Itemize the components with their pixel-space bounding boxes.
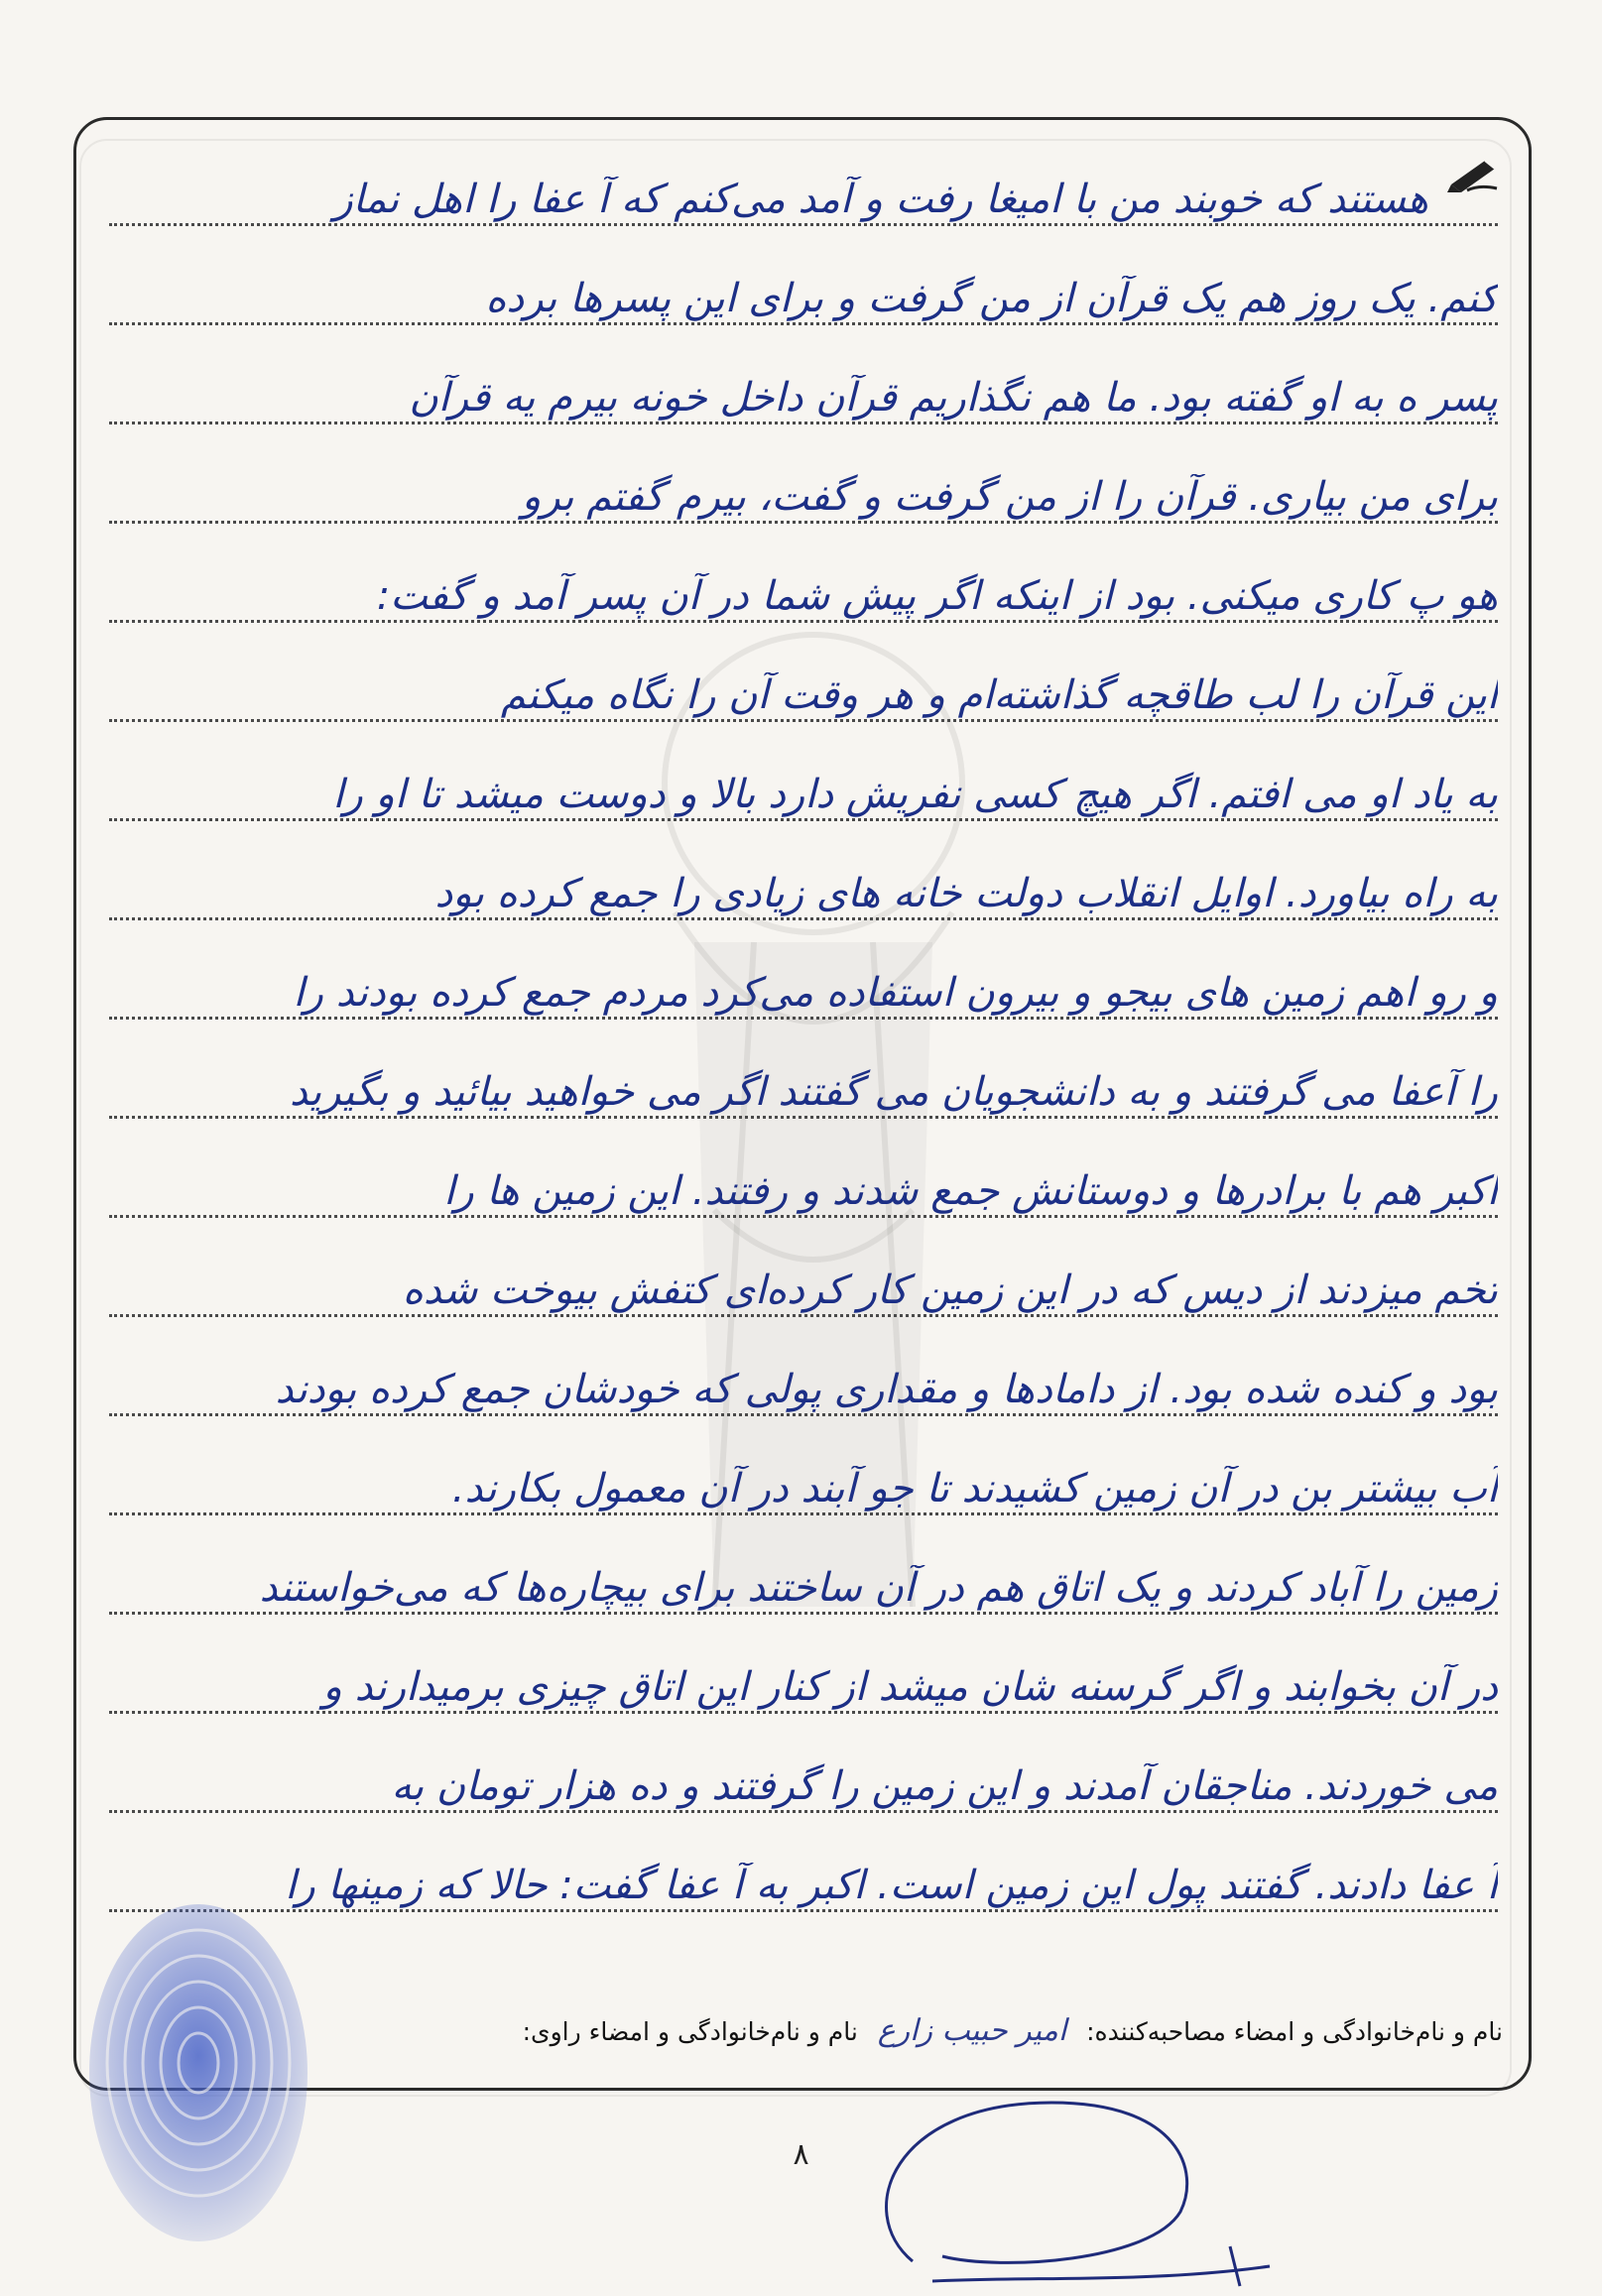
page-number: ۸ [793,2137,809,2172]
fingerprint [69,1884,327,2261]
text-line [109,1339,1498,1438]
line-text: زمین را آباد کردند و یک اتاق هم در آن ساختند برای بیچاره‌ها که می‌خواستند [259,1565,1498,1611]
text-line [109,1438,1498,1537]
line-text: هو پ کاری میکنی. بود از اینکه اگر پیش شما در آن پسر آمد و گفت: [376,573,1498,619]
text-line [109,347,1498,446]
text-line [109,446,1498,545]
text-line [109,942,1498,1041]
text-line [109,744,1498,843]
line-text: را آعفا می گرفتند و به دانشجویان می گفتند اگر می خواهید بیائید و بگیرید [289,1069,1498,1115]
interviewer-name: امیر حبیب زارع [877,2013,1067,2048]
line-text: می خوردند. مناجقان آمدند و این زمین را گرفتند و ده هزار تومان به [391,1763,1498,1809]
text-line [109,1636,1498,1736]
line-text: در آن بخوابند و اگر گرسنه شان میشد از کنار این اتاق چیزی برمیدارند و [322,1664,1498,1710]
line-text: آ عفا دادند. گفتند پول این زمین است. اکبر به آ عفا گفت: حالا که زمینها را [285,1863,1498,1908]
text-line [109,843,1498,942]
signature [853,2063,1280,2291]
line-text: این قرآن را لب طاقچه گذاشته‌ام و هر وقت آن را نگاه میکنم [500,672,1498,718]
line-text: آب بیشتر بن در آن زمین کشیدند تا جو آبند در آن معمول بکارند. [451,1466,1498,1511]
narrator-label: نام و نام‌خانوادگی و امضاء راوی: [522,2017,858,2046]
text-line [109,1240,1498,1339]
line-text: کنم. یک روز هم یک قرآن از من گرفت و برای این پسرها برده [485,276,1498,321]
text-line [109,645,1498,744]
line-text: اکبر هم با برادرها و دوستانش جمع شدند و رفتند. این زمین ها را [443,1168,1498,1214]
line-text: برای من بیاری. قرآن را از من گرفت و گفت، بیرم گفتم برو [521,474,1498,520]
text-line [109,1736,1498,1835]
line-text: تخم میزدند از دیس که در این زمین کار کرده‌ای کتفش بیوخت شده [402,1268,1498,1313]
line-text: و رو اهم زمین های بیجو و بیرون استفاده می‌کرد مردم جمع کرده بودند را [293,970,1498,1016]
line-text: پسر ه به او گفته بود. ما هم نگذاریم قرآن داخل خونه بیرم یه قرآن [409,375,1498,421]
text-line [109,1141,1498,1240]
text-line [109,1041,1498,1141]
handwritten-lines [109,149,1498,1934]
line-text: هستند که خوبند من با امیغا رفت و آمد می‌کنم که آ عفا را اهل نماز [333,177,1428,222]
text-line [109,248,1498,347]
text-line [109,545,1498,645]
interviewer-label: نام و نام‌خانوادگی و امضاء مصاحبه‌کننده: [1086,2017,1503,2046]
footer-signature-line [523,2013,1503,2048]
text-line [109,149,1498,248]
text-line [109,1537,1498,1636]
line-text: به یاد او می افتم. اگر هیچ کسی نفریش دارد بالا و دوست میشد تا او را [332,772,1498,817]
line-text: بود و کنده شده بود. از دامادها و مقداری پولی که خودشان جمع کرده بودند [275,1367,1498,1412]
line-text: به راه بیاورد. اوایل انقلاب دولت خانه های زیادی را جمع کرده بود [434,871,1498,916]
